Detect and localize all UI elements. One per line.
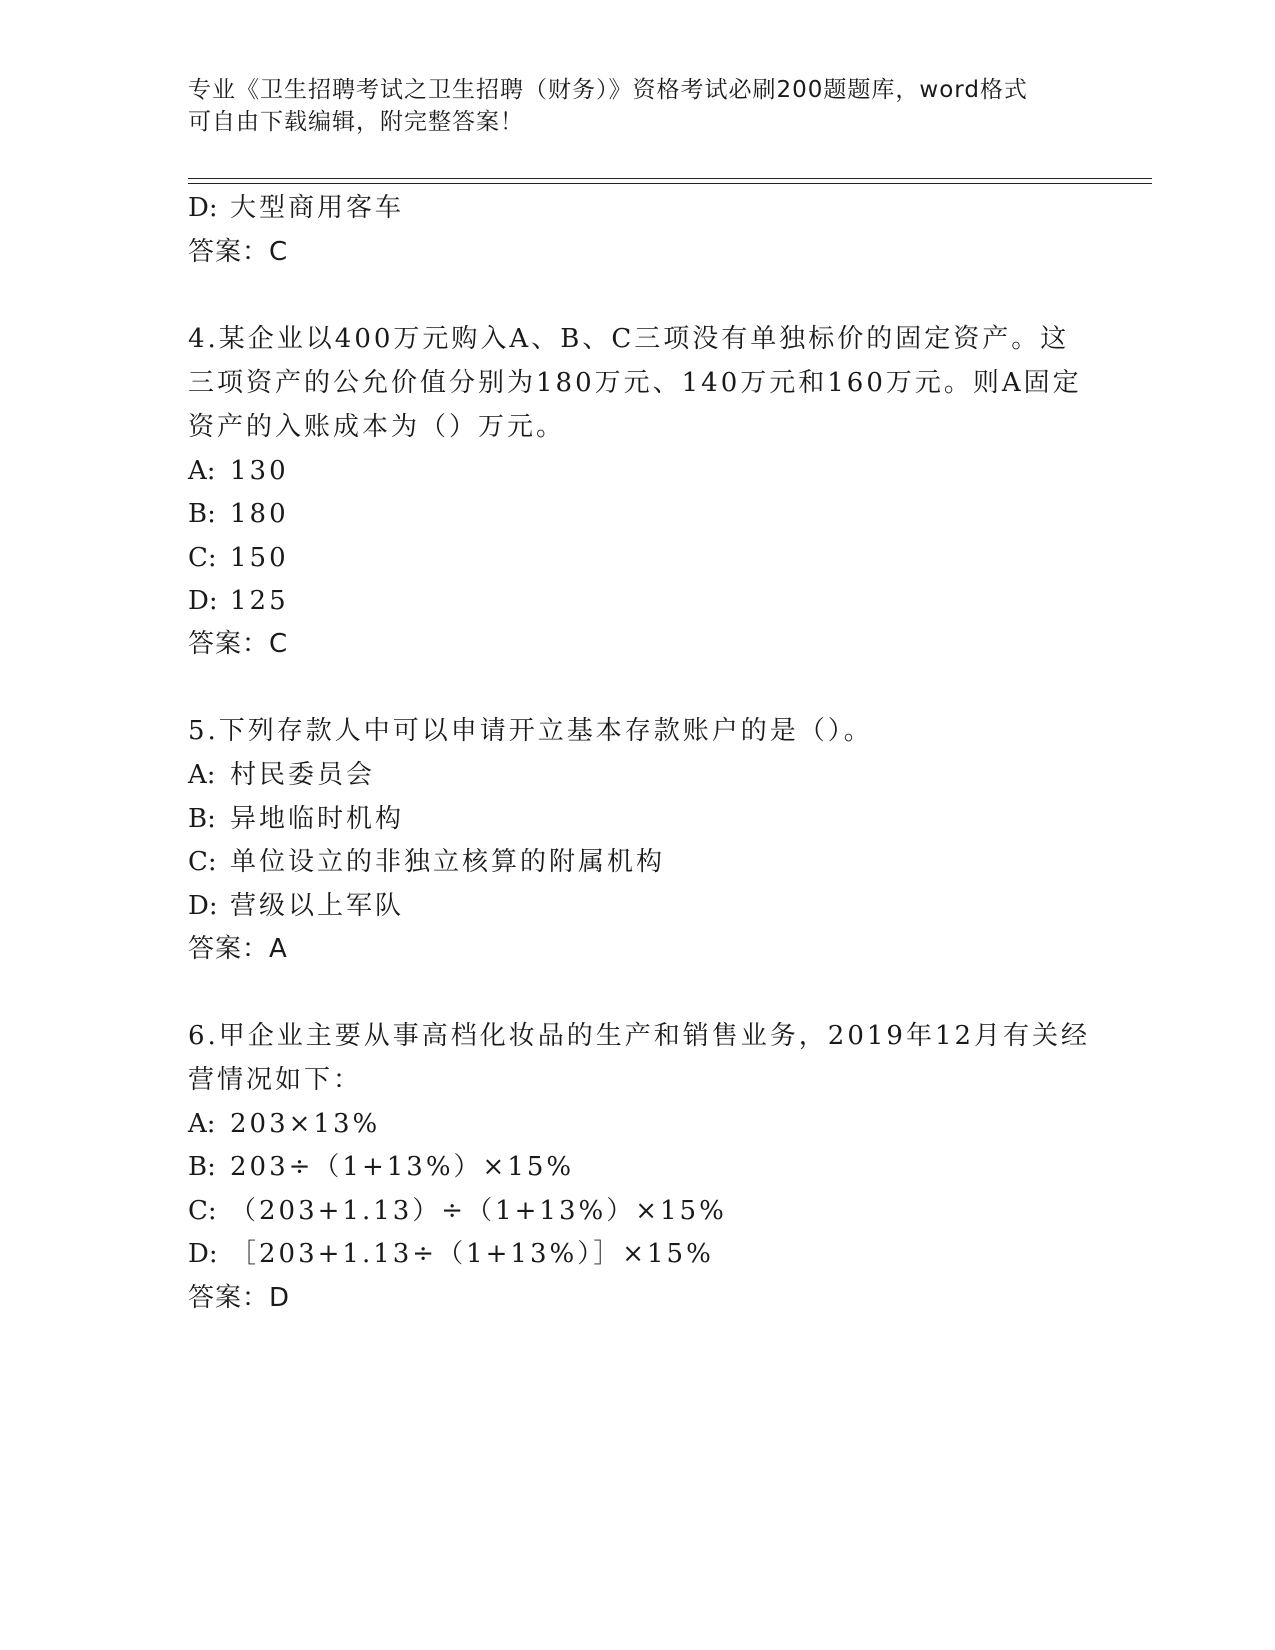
option-text: 150 <box>230 543 289 573</box>
q5-option-a <box>188 758 375 792</box>
option-text: （203+1.13）÷（1+13%）×15% <box>230 1196 727 1226</box>
q6-option-a <box>188 1107 380 1141</box>
q6-stem-line-1: 6.甲企业主要从事高档化妆品的生产和销售业务，2019年12月有关经 <box>188 1021 1091 1051</box>
option-key: C: <box>188 1196 217 1226</box>
q6-option-c <box>188 1194 727 1228</box>
option-key: C: <box>188 543 217 573</box>
header-line-1: 专业《卫生招聘考试之卫生招聘（财务）》资格考试必刷200题题库，word格式 <box>188 77 1028 103</box>
option-text: 180 <box>230 499 289 529</box>
q6-stem-line-2: 营情况如下： <box>188 1065 363 1095</box>
q3-answer: 答案：C <box>188 237 289 267</box>
option-text: 大型商用客车 <box>230 193 405 223</box>
option-text: 203×13% <box>230 1109 381 1139</box>
option-text: 130 <box>230 456 289 486</box>
option-key: A: <box>188 1109 216 1139</box>
q4-option-c <box>188 541 289 575</box>
header-divider-top <box>188 178 1152 179</box>
option-text: 125 <box>230 586 289 616</box>
q5-stem-line-1: 5.下列存款人中可以申请开立基本存款账户的是（）。 <box>188 716 873 746</box>
option-key: B: <box>188 1152 216 1182</box>
q5-option-c <box>188 845 665 879</box>
option-key: A: <box>188 760 216 790</box>
option-key: B: <box>188 804 216 834</box>
option-text: 单位设立的非独立核算的附属机构 <box>230 847 666 877</box>
option-key: A: <box>188 456 216 486</box>
option-text: 203÷（1+13%）×15% <box>230 1152 575 1182</box>
q5-answer: 答案：A <box>188 934 288 964</box>
q4-option-d <box>188 584 289 618</box>
q5-option-d <box>188 889 404 923</box>
q4-option-b <box>188 497 289 531</box>
option-key: D: <box>188 1239 218 1269</box>
q4-stem-line-1: 4.某企业以400万元购入A、B、C三项没有单独标价的固定资产。这 <box>188 324 1070 354</box>
option-text: 村民委员会 <box>230 760 376 790</box>
option-text: ［203+1.13÷（1+13%）］×15% <box>230 1239 714 1269</box>
header-divider-bottom <box>188 183 1152 184</box>
q6-answer: 答案：D <box>188 1283 291 1313</box>
document-header <box>188 74 1068 138</box>
option-text: 营级以上军队 <box>230 891 405 921</box>
q4-stem-line-3: 资产的入账成本为（）万元。 <box>188 412 566 442</box>
option-text: 异地临时机构 <box>230 804 405 834</box>
q6-option-b <box>188 1150 574 1184</box>
q4-answer: 答案：C <box>188 629 289 659</box>
option-key: D: <box>188 891 218 921</box>
option-key: C: <box>188 847 217 877</box>
q4-option-a <box>188 454 289 488</box>
q5-option-b <box>188 802 404 836</box>
q3-option-d <box>188 191 404 225</box>
option-key: D: <box>188 193 218 223</box>
header-line-2: 可自由下载编辑，附完整答案！ <box>188 109 524 135</box>
q4-stem-line-2: 三项资产的公允价值分别为180万元、140万元和160万元。则A固定 <box>188 368 1082 398</box>
option-key: B: <box>188 499 216 529</box>
option-key: D: <box>188 586 218 616</box>
q6-option-d <box>188 1237 714 1271</box>
